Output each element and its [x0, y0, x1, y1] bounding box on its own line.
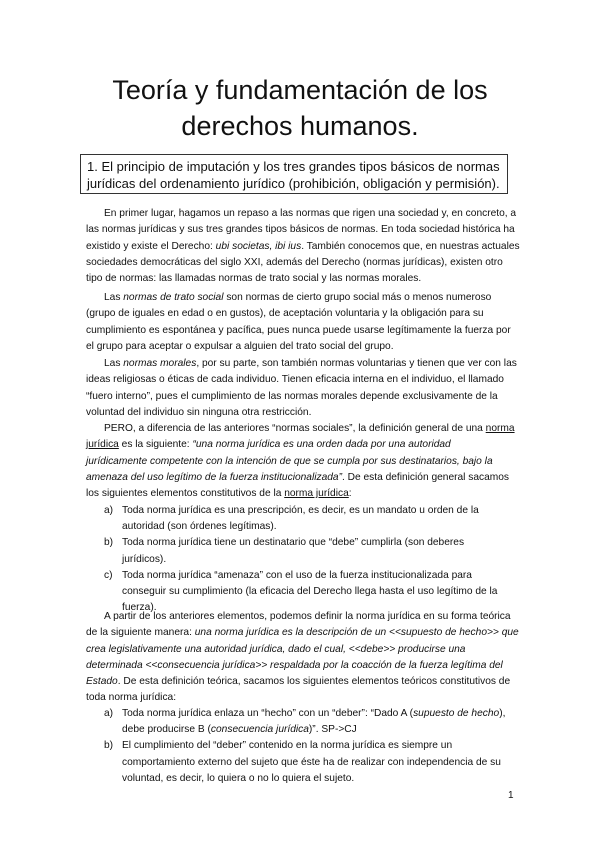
list-item: b) Toda norma jurídica tiene un destinatario que “debe” cumplirla (son deberes jurídicos).	[104, 537, 465, 565]
paragraph-2	[86, 290, 510, 355]
text-line: Las normas de trato social son normas de cierto grupo social más o menos numeroso	[104, 292, 492, 303]
text-line: cumplimiento es espontánea y pacífica, pues nunca puede usarse legítimamente la fuerza por	[86, 324, 511, 336]
elements-list-1	[104, 503, 514, 616]
text-line: Las normas morales, por su parte, son también normas voluntarias y tienen que ver con las	[104, 358, 517, 369]
section-heading-line-1: 1. El principio de imputación y los tres grandes tipos básicos de normas	[87, 159, 500, 174]
text-line: determinada <<consecuencia jurídica>> respaldada por la coacción de la fuerza legítima del	[86, 659, 503, 671]
elements-list-2	[104, 706, 514, 787]
section-heading-line-2: jurídicas del ordenamiento jurídico (prohibición, obligación y permisión).	[87, 176, 500, 191]
text-line: PERO, a diferencia de las anteriores “normas sociales”, la definición general de una norma	[104, 423, 515, 434]
text-line: (grupo de iguales en edad o en gustos), de aceptación voluntaria y la obligación para su	[86, 308, 484, 320]
emphasis: normas morales	[123, 358, 197, 369]
paragraph-5	[86, 609, 519, 707]
list-item: a) Toda norma jurídica enlaza un “hecho” con un “deber”: “Dado A (supuesto de hecho), debe producirse B (consecuencia jurídica)”. SP->CJ	[104, 708, 506, 736]
page-title	[60, 72, 540, 144]
list-item: a) Toda norma jurídica es una prescripción, es decir, es un mandato u orden de la autoridad (son órdenes legítimas).	[104, 505, 479, 533]
list-marker: b)	[104, 740, 114, 752]
text-line: crea legislativamente una autoridad jurídica, dado el cual, <<debe>> producirse una	[86, 643, 466, 655]
list-item: c) Toda norma jurídica “amenaza” con el uso de la fuerza institucionalizada para conseguir su cumplimiento (la eficacia del Derecho llega hasta el uso legítimo de la fuerza).	[104, 569, 498, 614]
text-line: sociedades democráticas del siglo XXI, además del Derecho (normas jurídicas), existen otro	[86, 256, 503, 268]
text-line: jurídica es la siguiente: “una norma jurídica es una orden dada por una autoridad	[86, 439, 451, 451]
text-line: amenaza del uso legítimo de la fuerza institucionalizada”. De esta definición general sacamos	[86, 471, 510, 483]
text-line: tipo de normas: las llamadas normas de trato social y las normas morales.	[86, 273, 422, 285]
text-line: el grupo para aceptar o expulsar a alguien del trato social del grupo.	[86, 340, 394, 352]
text-line: toda norma jurídica:	[86, 692, 177, 704]
underlined-term: norma jurídica	[284, 488, 349, 500]
latin-phrase: ubi societas, ibi ius	[215, 240, 302, 252]
list-marker: b)	[104, 537, 114, 549]
title-line-1: Teoría y fundamentación de los	[112, 75, 488, 105]
text-line: En primer lugar, hagamos un repaso a las normas que rigen una sociedad y, en concreto, a	[104, 208, 517, 219]
text-line: A partir de los anteriores elementos, podemos definir la norma jurídica en su forma teórica	[104, 611, 511, 622]
text-line: existido y existe el Derecho: ubi societas, ibi ius. También conocemos que, en nuestras actuales	[86, 240, 520, 252]
text-line: las normas jurídicas y sus tres grandes tipos básicos de normas. En toda sociedad histórica ha	[86, 224, 515, 236]
list-marker: c)	[104, 569, 113, 581]
list-marker: a)	[104, 708, 114, 719]
text-line: voluntad del individuo sin ninguna otra restricción.	[86, 406, 312, 418]
text-line: de la siguiente manera: una norma jurídica es la descripción de un <<supuesto de hecho>> que	[86, 627, 519, 639]
text-line: jurídicamente competente con la intención de que se cumpla por sus destinatarios, bajo la	[86, 455, 493, 467]
page-number: 1	[508, 790, 514, 801]
section-heading	[80, 154, 508, 194]
title-line-2: derechos humanos.	[181, 111, 419, 141]
paragraph-3	[86, 356, 517, 421]
underlined-term: norma	[485, 423, 515, 434]
text-line: ideas religiosas o éticas de cada individuo. Tienen eficacia interna en el individuo, el llamado	[86, 374, 504, 386]
paragraph-4	[86, 421, 515, 502]
text-line: Estado. De esta definición teórica, sacamos los siguientes elementos teóricos constitutivos de	[86, 676, 511, 688]
text-line: los siguientes elementos constitutivos de la norma jurídica:	[86, 488, 352, 500]
paragraph-1	[86, 206, 520, 287]
emphasis: normas de trato social	[123, 292, 224, 303]
list-marker: a)	[104, 505, 114, 516]
text-line: “fuero interno”, pues el cumplimiento de las normas morales depende exclusivamente de la	[86, 390, 498, 402]
list-item: b) El cumplimiento del “deber” contenido en la norma jurídica es siempre un comportamiento externo del sujeto que éste ha de realizar con independencia de su voluntad, es decir, lo quiera o no lo quiera el sujeto.	[104, 740, 501, 784]
